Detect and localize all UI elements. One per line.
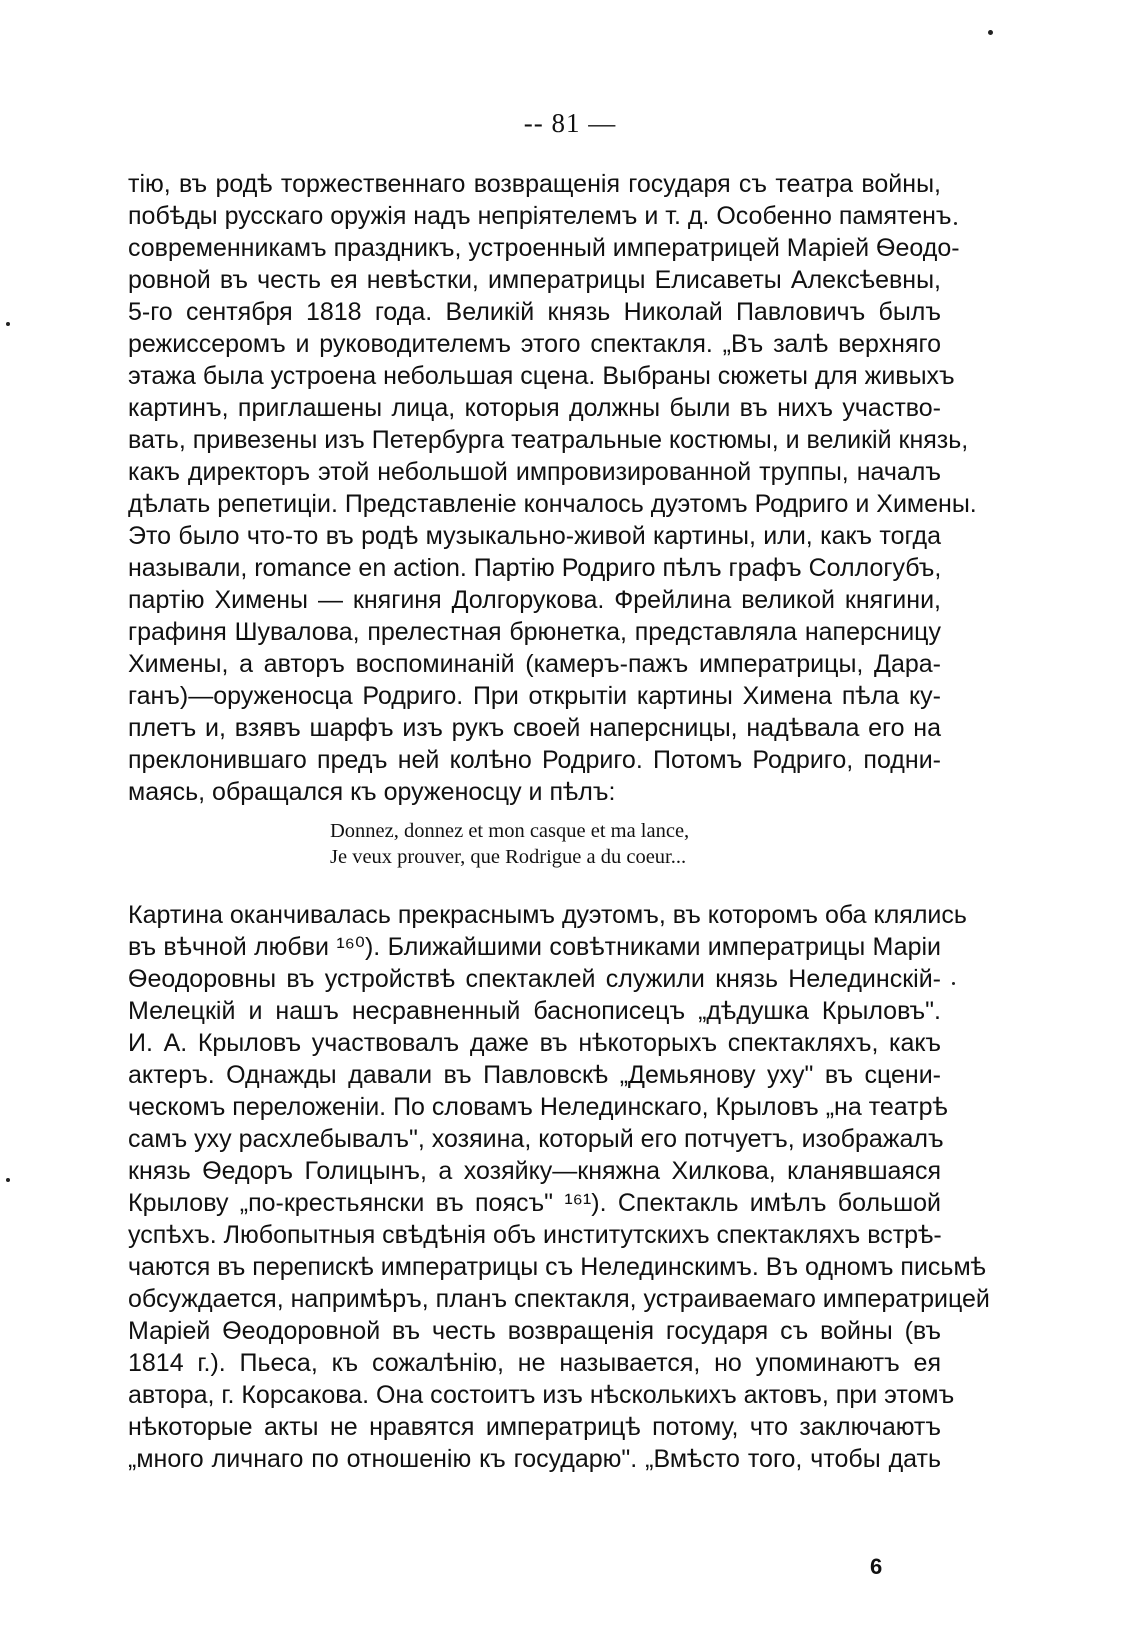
- text-line: режиссеромъ и руководителемъ этого спектакля. „Въ залѣ верхняго: [128, 330, 941, 358]
- text-line: ческомъ переложеніи. По словамъ Нелединскаго, Крыловъ „на театрѣ: [128, 1093, 948, 1121]
- text-line: партію Химены — княгиня Долгорукова. Фрейлина великой княгини,: [128, 586, 941, 614]
- paragraph-1: [128, 168, 977, 808]
- text-line: маясь, обращался къ оруженосцу и пѣлъ:: [128, 778, 616, 806]
- signature-mark: 6: [870, 1554, 883, 1579]
- text-line: этажа была устроена небольшая сцена. Выбраны сюжеты для живыхъ: [128, 362, 955, 390]
- text-line: Ѳеодоровны въ устройствѣ спектаклей служили князь Нелединскій-: [128, 965, 941, 993]
- text-line: дѣлать репетиціи. Представленіе кончалось дуэтомъ Родриго и Химены.: [128, 490, 977, 518]
- scan-speck: [6, 322, 10, 326]
- french-verse: [330, 818, 689, 870]
- text-line: Мелецкій и нашъ несравненный баснописецъ „дѣдушка Крыловъ".: [128, 997, 941, 1025]
- text-line: самъ уху расхлебывалъ", хозяина, который его потчуетъ, изображалъ: [128, 1125, 944, 1153]
- text-line: побѣды русскаго оружія надъ непріятелемъ и т. д. Особенно памятенъ: [128, 202, 952, 230]
- page-number: -- 81 —: [523, 108, 617, 138]
- scan-speck: [6, 1178, 10, 1182]
- text-line: чаются въ перепискѣ императрицы съ Нелединскимъ. Въ одномъ письмѣ: [128, 1253, 986, 1281]
- text-line: Химены, а авторъ воспоминаній (камеръ-пажъ императрицы, Дара-: [128, 650, 941, 678]
- text-line: ганъ)—оруженосца Родриго. При открытіи картины Химена пѣла ку-: [128, 682, 941, 710]
- text-line: вать, привезены изъ Петербурга театральные костюмы, и великій князь,: [128, 426, 969, 454]
- text-line: успѣхъ. Любопытныя свѣдѣнія объ институтскихъ спектакляхъ встрѣ-: [128, 1221, 942, 1249]
- text-line: И. А. Крыловъ участвовалъ даже въ нѣкоторыхъ спектакляхъ, какъ: [128, 1029, 941, 1057]
- text-line: графиня Шувалова, прелестная брюнетка, представляла наперсницу: [128, 618, 941, 646]
- text-line: актеръ. Однажды давали въ Павловскѣ „Демьянову уху" въ сцени-: [128, 1061, 941, 1089]
- scan-speck: [952, 982, 955, 985]
- text-line: картинъ, приглашены лица, которыя должны были въ нихъ участво-: [128, 394, 941, 422]
- text-line: нѣкоторые акты не нравятся императрицѣ потому, что заключаютъ: [128, 1413, 941, 1441]
- text-line: въ вѣчной любви ¹⁶⁰). Ближайшими совѣтниками императрицы Маріи: [128, 933, 941, 961]
- text-line: плетъ и, взявъ шарфъ изъ рукъ своей наперсницы, надѣвала его на: [128, 714, 941, 742]
- text-line: князь Ѳедоръ Голицынъ, а хозяйку—княжна Хилкова, кланявшаяся: [128, 1157, 941, 1185]
- text-line: тію, въ родѣ торжественнаго возвращенія государя съ театра войны,: [128, 170, 941, 198]
- text-line: преклонившаго предъ ней колѣно Родриго. Потомъ Родриго, подни-: [128, 746, 941, 774]
- text-line: „много личнаго по отношенію къ государю". „Вмѣсто того, чтобы дать: [128, 1445, 941, 1473]
- text-line: Крылову „по-крестьянски въ поясъ" ¹⁶¹). Спектакль имѣлъ большой: [128, 1189, 941, 1217]
- text-line: ровной въ честь ея невѣстки, императрицы Елисаветы Алексѣевны,: [128, 266, 941, 294]
- text-line: какъ директоръ этой небольшой импровизированной труппы, началъ: [128, 458, 941, 486]
- text-line: называли, romance en action. Партію Родриго пѣлъ графъ Соллогубъ,: [128, 554, 942, 582]
- scan-speck: [988, 30, 993, 35]
- text-line: Картина оканчивалась прекраснымъ дуэтомъ, въ которомъ оба клялись: [128, 901, 967, 929]
- paragraph-2: [128, 899, 990, 1475]
- text-line: современникамъ праздникъ, устроенный императрицей Маріей Ѳеодо-: [128, 234, 960, 262]
- scan-speck: [954, 222, 957, 225]
- text-line: Это было что-то въ родѣ музыкально-живой картины, или, какъ тогда: [128, 522, 941, 550]
- text-line: обсуждается, напримѣръ, планъ спектакля, устраиваемаго императрицей: [128, 1285, 990, 1313]
- text-line: Маріей Ѳеодоровной въ честь возвращенія государя съ войны (въ: [128, 1317, 941, 1345]
- text-line: автора, г. Корсакова. Она состоитъ изъ нѣсколькихъ актовъ, при этомъ: [128, 1381, 955, 1409]
- text-line: 5-го сентября 1818 года. Великій князь Николай Павловичъ былъ: [128, 298, 941, 326]
- text-line: 1814 г.). Пьеса, къ сожалѣнію, не называется, но упоминаютъ ея: [128, 1349, 941, 1377]
- verse-line-1: Donnez, donnez et mon casque et ma lance,: [330, 820, 690, 842]
- verse-line-2: Je veux prouver, que Rodrigue a du coeur...: [330, 846, 687, 868]
